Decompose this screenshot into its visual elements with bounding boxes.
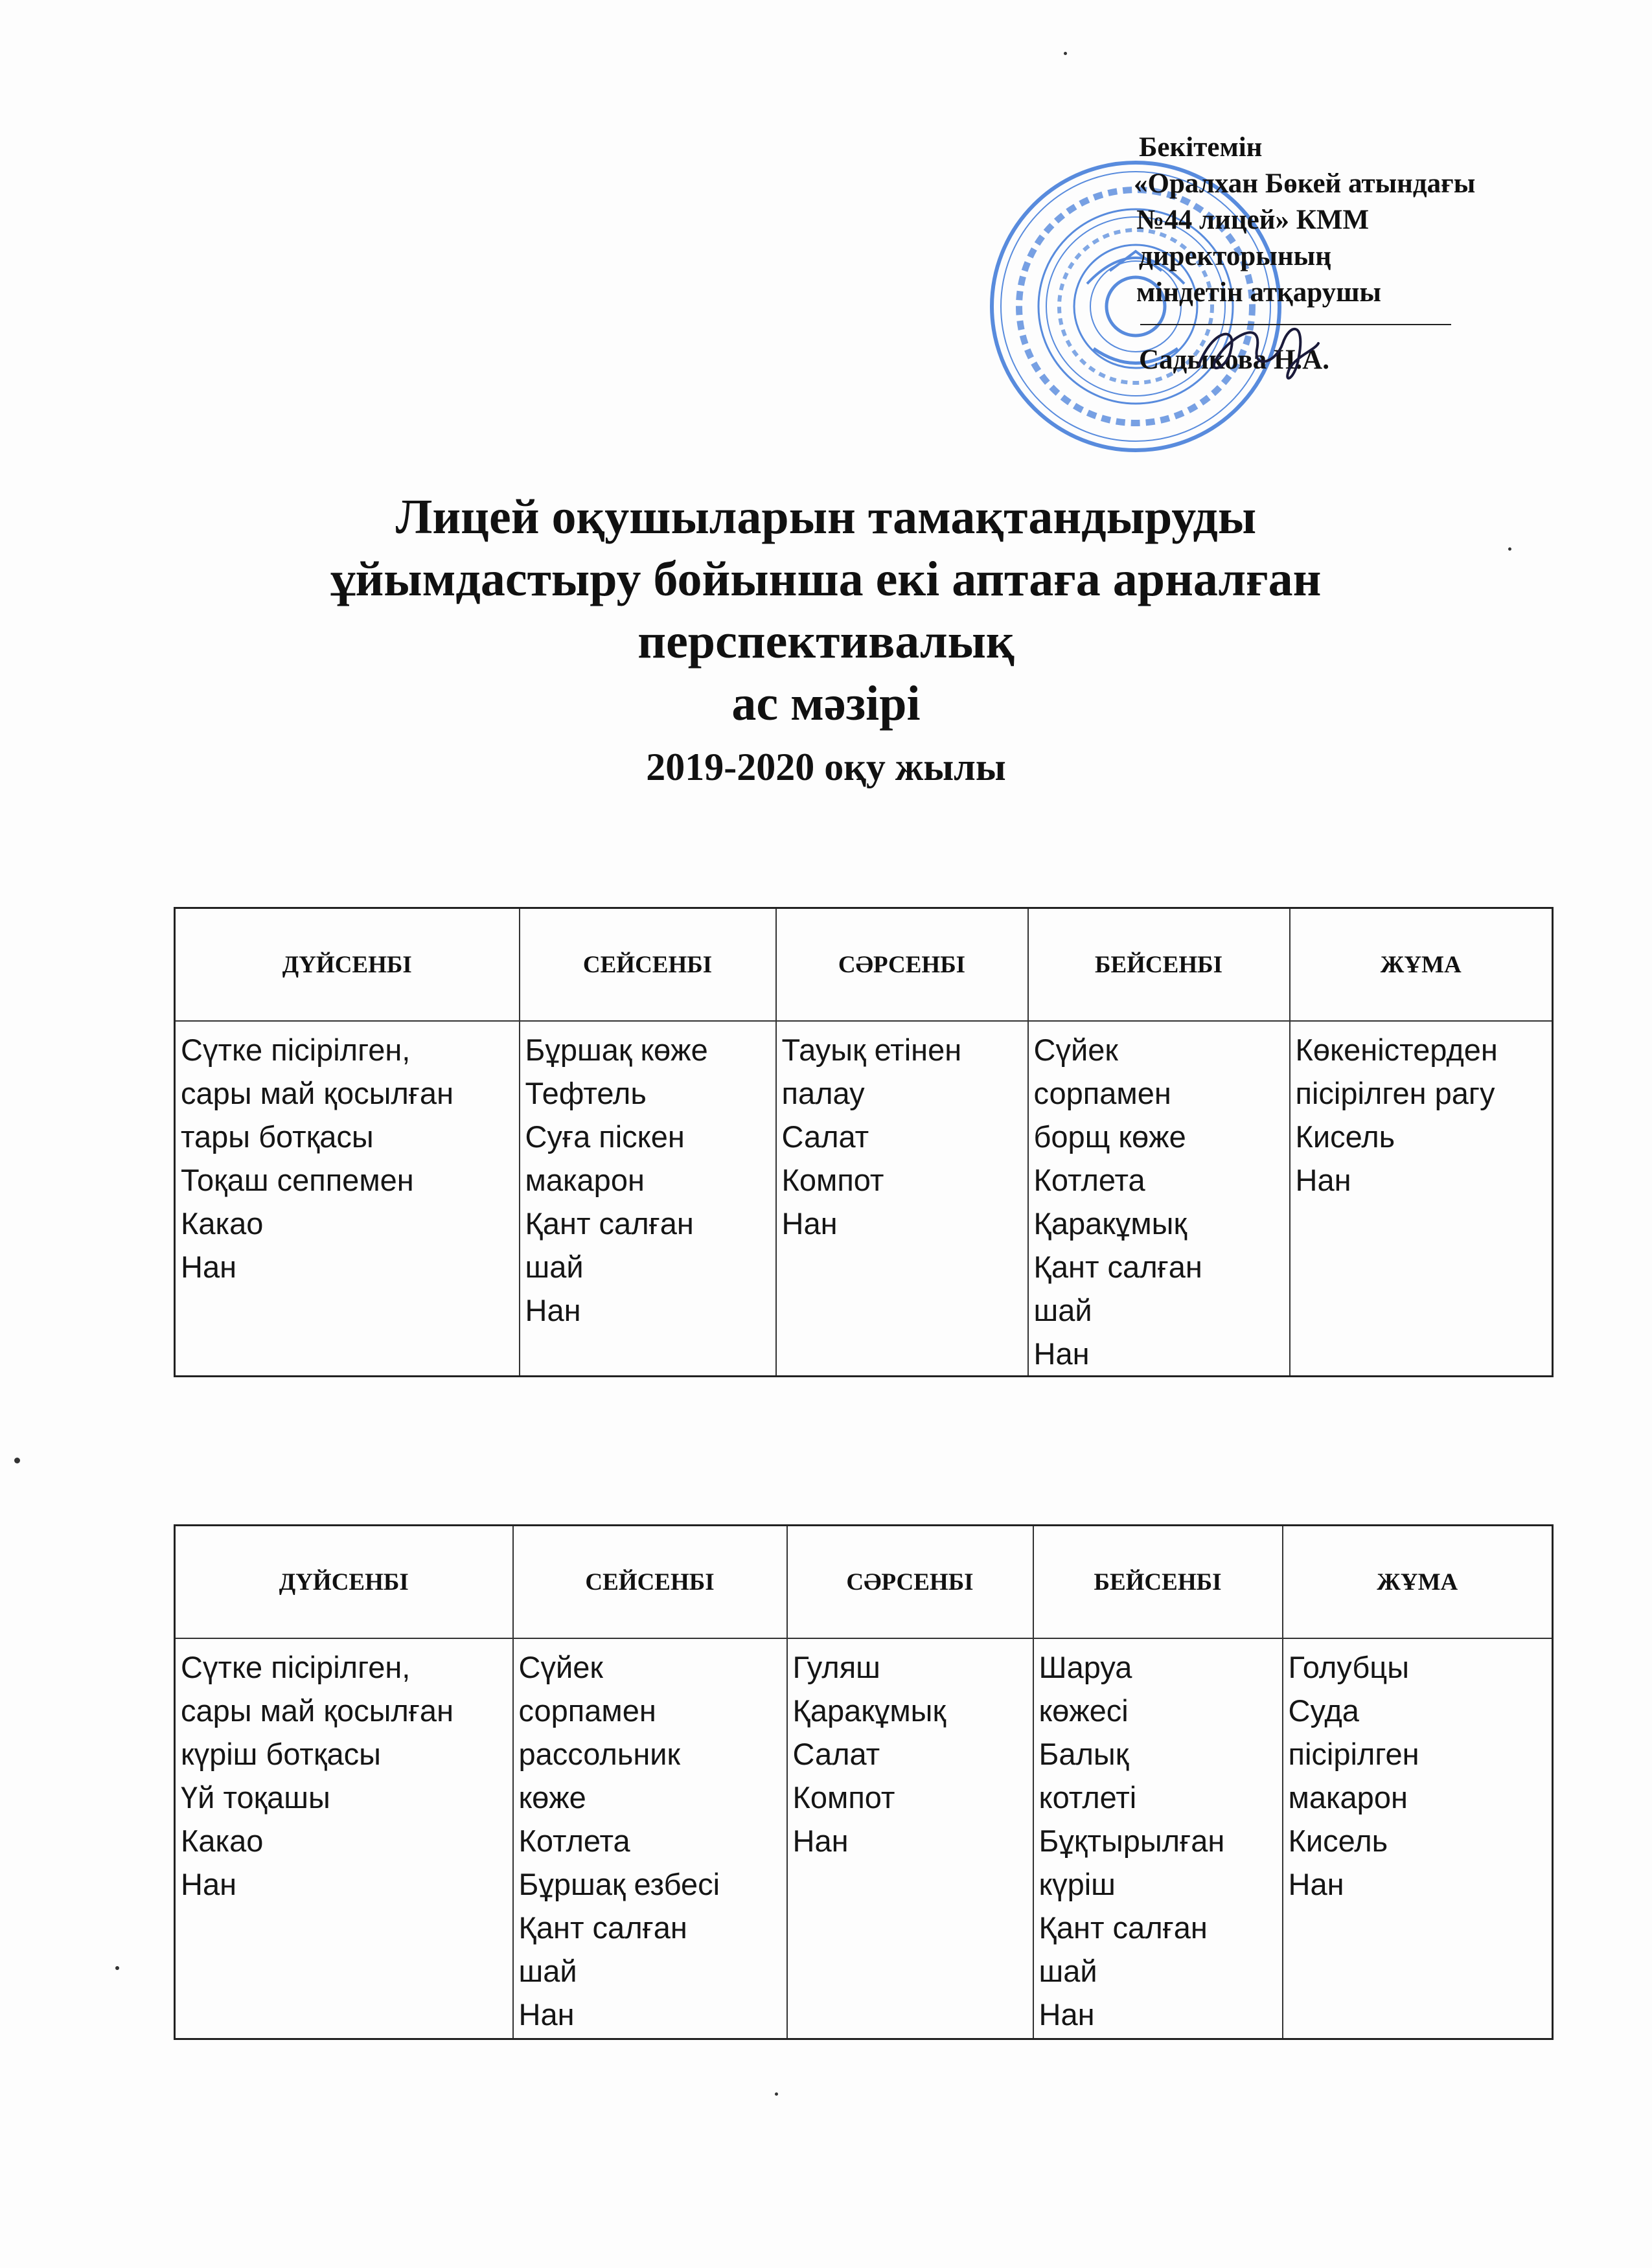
table-row: [175, 1638, 1553, 2039]
scan-speck: [1064, 52, 1067, 55]
wednesday-menu-cell: [776, 1021, 1028, 1377]
scan-speck: [775, 2092, 778, 2096]
dish-item: Кисель: [1288, 1824, 1388, 1858]
dish-item: Бұқтырылған: [1038, 1824, 1225, 1858]
dish-item: Тефтель: [525, 1076, 647, 1110]
dish-item: Сүтке пісірілген,: [181, 1650, 411, 1684]
dish-item: Қаракұмық: [792, 1693, 946, 1728]
dish-item: рассольник: [518, 1737, 681, 1771]
academic-year: 2019-2020 оқу жылы: [646, 746, 1006, 788]
menu-table-week-1: [174, 907, 1554, 1377]
dish-item: Салат: [781, 1119, 869, 1154]
dish-item: сорпамен: [518, 1693, 656, 1728]
dish-item: Бұршақ көже: [525, 1033, 708, 1067]
dish-item: Сүйек: [518, 1650, 603, 1684]
dish-item: Шаруа: [1038, 1650, 1132, 1684]
dish-item: сары май қосылған: [181, 1076, 454, 1110]
dish-item: Нан: [525, 1293, 581, 1327]
dish-item: Салат: [792, 1737, 880, 1771]
dish-item: Нан: [181, 1250, 237, 1284]
header-thursday: БЕЙСЕНБІ: [1028, 908, 1290, 1022]
dish-item: Көкеністерден: [1295, 1033, 1498, 1067]
dish-item: Гуляш: [792, 1650, 880, 1684]
dish-item: шай: [1038, 1954, 1097, 1988]
header-friday: ЖҰМА: [1290, 908, 1553, 1022]
header-monday: ДҮЙСЕНБІ: [175, 1526, 513, 1639]
dish-item: палау: [781, 1076, 865, 1110]
dish-item: көже: [518, 1780, 586, 1815]
dish-item: Компот: [792, 1780, 895, 1815]
dish-item: Қаракұмық: [1033, 1206, 1187, 1241]
dish-item: Нан: [1288, 1867, 1344, 1901]
friday-menu-cell: [1283, 1638, 1553, 2039]
dish-item: Котлета: [1033, 1163, 1145, 1197]
dish-item: Какао: [181, 1824, 264, 1858]
dish-item: шай: [518, 1954, 577, 1988]
dish-item: Балық: [1038, 1737, 1129, 1771]
dish-item: Нан: [1038, 1997, 1095, 2032]
dish-item: шай: [525, 1250, 584, 1284]
dish-item: Нан: [792, 1824, 849, 1858]
monday-menu-cell: [175, 1021, 520, 1377]
friday-menu-cell: [1290, 1021, 1553, 1377]
table-header-row: [175, 908, 1553, 1022]
dish-item: Нан: [781, 1206, 838, 1241]
dish-item: Суда: [1288, 1693, 1359, 1728]
dish-item: күріш: [1038, 1867, 1116, 1901]
thursday-menu-cell: [1033, 1638, 1283, 2039]
dish-item: Сүтке пісірілген,: [181, 1033, 411, 1067]
dish-item: Қант салған: [518, 1910, 687, 1945]
title-line-4: ас мәзірі: [731, 676, 921, 731]
dish-item: сары май қосылған: [181, 1693, 454, 1728]
approval-signer: Садыкова Н.А.: [1139, 345, 1329, 375]
title-line-1: Лицей оқушыларын тамақтандыруды: [395, 490, 1257, 544]
dish-item: Бұршақ езбесі: [518, 1867, 720, 1901]
dish-item: макарон: [525, 1163, 645, 1197]
dish-item: Суға піскен: [525, 1119, 685, 1154]
dish-item: шай: [1033, 1293, 1092, 1327]
dish-item: Голубцы: [1288, 1650, 1409, 1684]
menu-table-week-2: [174, 1524, 1554, 2040]
document-title: [0, 486, 1652, 799]
title-line-3: перспективалық: [637, 614, 1015, 669]
dish-item: Үй тоқашы: [181, 1780, 330, 1815]
header-tuesday: СЕЙСЕНБІ: [520, 908, 776, 1022]
dish-item: Қант салған: [1038, 1910, 1208, 1945]
header-wednesday: СӘРСЕНБІ: [787, 1526, 1033, 1639]
dish-item: Тоқаш сеппемен: [181, 1163, 414, 1197]
header-friday: ЖҰМА: [1283, 1526, 1553, 1639]
scan-speck: [1508, 547, 1511, 551]
thursday-menu-cell: [1028, 1021, 1290, 1377]
tuesday-menu-cell: [513, 1638, 787, 2039]
dish-item: тары ботқасы: [181, 1119, 374, 1154]
wednesday-menu-cell: [787, 1638, 1033, 2039]
dish-item: пісірілген: [1288, 1737, 1419, 1771]
dish-item: Тауық етінен: [781, 1033, 962, 1067]
dish-item: Какао: [181, 1206, 264, 1241]
dish-item: Компот: [781, 1163, 884, 1197]
monday-menu-cell: [175, 1638, 513, 2039]
handwritten-signature: [1192, 304, 1322, 389]
dish-item: сорпамен: [1033, 1076, 1171, 1110]
dish-item: Нан: [1033, 1336, 1090, 1371]
header-tuesday: СЕЙСЕНБІ: [513, 1526, 787, 1639]
dish-item: макарон: [1288, 1780, 1408, 1815]
dish-item: Қант салған: [1033, 1250, 1202, 1284]
dish-item: борщ көже: [1033, 1119, 1186, 1154]
dish-item: Котлета: [518, 1824, 630, 1858]
title-line-2: ұйымдастыру бойынша екі аптаға арналған: [330, 552, 1322, 606]
approval-director: директорының: [1139, 241, 1331, 271]
dish-item: пісірілген рагу: [1295, 1076, 1495, 1110]
dish-item: Нан: [1295, 1163, 1351, 1197]
approval-school-number: №44 лицей» КММ: [1136, 205, 1370, 235]
dish-item: Нан: [518, 1997, 575, 2032]
approval-heading: Бекітемін: [1139, 132, 1263, 163]
scan-speck: [115, 1966, 119, 1970]
dish-item: Кисель: [1295, 1119, 1395, 1154]
dish-item: күріш ботқасы: [181, 1737, 381, 1771]
dish-item: көжесі: [1038, 1693, 1129, 1728]
approval-school-name: «Оралхан Бөкей атындағы: [1134, 168, 1476, 199]
dish-item: Сүйек: [1033, 1033, 1118, 1067]
dish-item: котлеті: [1038, 1780, 1137, 1815]
approval-role: міндетін атқарушы: [1136, 277, 1381, 308]
header-monday: ДҮЙСЕНБІ: [175, 908, 520, 1022]
table-row: [175, 1021, 1553, 1377]
header-thursday: БЕЙСЕНБІ: [1033, 1526, 1283, 1639]
scan-speck: [14, 1458, 20, 1463]
dish-item: Қант салған: [525, 1206, 694, 1241]
table-header-row: [175, 1526, 1553, 1639]
tuesday-menu-cell: [520, 1021, 776, 1377]
dish-item: Нан: [181, 1867, 237, 1901]
header-wednesday: СӘРСЕНБІ: [776, 908, 1028, 1022]
